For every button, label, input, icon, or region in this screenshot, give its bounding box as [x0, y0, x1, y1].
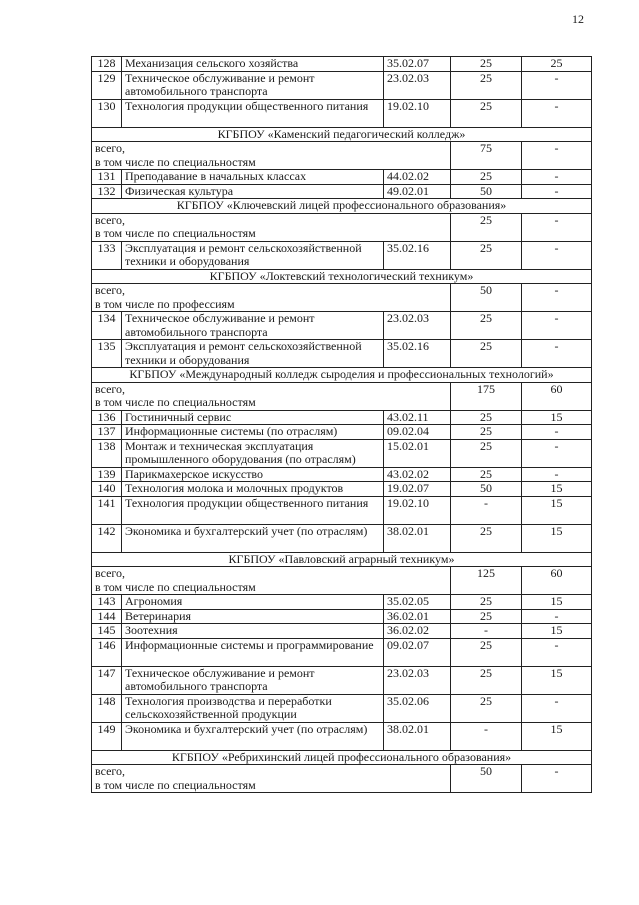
total-value-2: -: [522, 142, 592, 170]
value-1: 50: [451, 482, 522, 497]
program-code: 49.02.01: [384, 184, 451, 199]
row-number: 142: [92, 524, 122, 552]
value-1: 25: [451, 425, 522, 440]
value-1: -: [451, 624, 522, 639]
value-1: 25: [451, 467, 522, 482]
row-number: 146: [92, 638, 122, 666]
value-2: -: [522, 467, 592, 482]
total-value-1: 50: [451, 765, 522, 793]
value-1: 25: [451, 241, 522, 269]
organization-header-row: [92, 269, 592, 284]
program-code: 43.02.11: [384, 410, 451, 425]
organization-title: КГБПОУ «Международный колледж сыроделия и профессиональных технологий»: [92, 368, 592, 383]
program-code: 36.02.01: [384, 609, 451, 624]
program-code: 23.02.03: [384, 312, 451, 340]
total-value-1: 125: [451, 567, 522, 595]
page-number: 12: [572, 12, 584, 26]
row-number: 137: [92, 425, 122, 440]
value-1: 25: [451, 57, 522, 72]
row-number: 145: [92, 624, 122, 639]
program-code: 23.02.03: [384, 666, 451, 694]
program-name: Информационные системы и программирование: [122, 638, 384, 666]
value-2: 15: [522, 666, 592, 694]
row-number: 130: [92, 99, 122, 127]
table-row: [92, 638, 592, 666]
value-2: -: [522, 312, 592, 340]
table-row: [92, 340, 592, 368]
organization-title: КГБПОУ «Павловский аграрный техникум»: [92, 552, 592, 567]
table-row: [92, 71, 592, 99]
program-code: 15.02.01: [384, 439, 451, 467]
program-name: Эксплуатация и ремонт сельскохозяйственной техники и оборудования: [122, 340, 384, 368]
program-name: Экономика и бухгалтерский учет (по отраслям): [122, 722, 384, 750]
table-row: [92, 496, 592, 524]
value-1: 25: [451, 595, 522, 610]
value-2: -: [522, 184, 592, 199]
value-2: -: [522, 439, 592, 467]
program-code: 38.02.01: [384, 722, 451, 750]
total-value-1: 175: [451, 382, 522, 410]
program-name: Ветеринария: [122, 609, 384, 624]
value-1: 25: [451, 609, 522, 624]
program-code: 36.02.02: [384, 624, 451, 639]
value-2: 15: [522, 624, 592, 639]
organization-header-row: [92, 750, 592, 765]
total-label: всего, в том числе по специальностям: [92, 382, 451, 410]
value-1: 25: [451, 99, 522, 127]
total-label: всего, в том числе по специальностям: [92, 765, 451, 793]
table-row: [92, 439, 592, 467]
total-value-2: 60: [522, 382, 592, 410]
row-number: 148: [92, 694, 122, 722]
total-row: [92, 213, 592, 241]
table-row: [92, 467, 592, 482]
value-2: -: [522, 340, 592, 368]
row-number: 131: [92, 170, 122, 185]
total-label: всего, в том числе по специальностям: [92, 142, 451, 170]
row-number: 134: [92, 312, 122, 340]
table-row: [92, 170, 592, 185]
row-number: 135: [92, 340, 122, 368]
value-1: 25: [451, 170, 522, 185]
row-number: 133: [92, 241, 122, 269]
program-code: 35.02.16: [384, 241, 451, 269]
value-1: -: [451, 496, 522, 524]
total-value-2: -: [522, 765, 592, 793]
program-name: Технология продукции общественного питания: [122, 496, 384, 524]
program-code: 44.02.02: [384, 170, 451, 185]
table-row: [92, 609, 592, 624]
organization-title: КГБПОУ «Ключевский лицей профессионального образования»: [92, 199, 592, 214]
value-1: 25: [451, 439, 522, 467]
program-name: Техническое обслуживание и ремонт автомобильного транспорта: [122, 71, 384, 99]
value-2: -: [522, 71, 592, 99]
program-name: Экономика и бухгалтерский учет (по отраслям): [122, 524, 384, 552]
program-name: Физическая культура: [122, 184, 384, 199]
program-name: Технология молока и молочных продуктов: [122, 482, 384, 497]
total-value-1: 50: [451, 284, 522, 312]
value-2: -: [522, 170, 592, 185]
value-1: 25: [451, 340, 522, 368]
value-2: -: [522, 99, 592, 127]
program-name: Техническое обслуживание и ремонт автомобильного транспорта: [122, 666, 384, 694]
total-value-2: 60: [522, 567, 592, 595]
table-row: [92, 241, 592, 269]
program-name: Технология производства и переработки сельскохозяйственной продукции: [122, 694, 384, 722]
row-number: 132: [92, 184, 122, 199]
organization-title: КГБПОУ «Локтевский технологический техникум»: [92, 269, 592, 284]
table-row: [92, 666, 592, 694]
organization-header-row: [92, 127, 592, 142]
organization-title: КГБПОУ «Ребрихинский лицей профессионального образования»: [92, 750, 592, 765]
program-name: Преподавание в начальных классах: [122, 170, 384, 185]
total-row: [92, 382, 592, 410]
value-1: 25: [451, 312, 522, 340]
program-name: Эксплуатация и ремонт сельскохозяйственной техники и оборудования: [122, 241, 384, 269]
program-name: Зоотехния: [122, 624, 384, 639]
value-2: 15: [522, 524, 592, 552]
table-row: [92, 99, 592, 127]
value-1: 25: [451, 638, 522, 666]
value-1: 50: [451, 184, 522, 199]
total-value-2: -: [522, 213, 592, 241]
total-value-1: 25: [451, 213, 522, 241]
value-1: 25: [451, 666, 522, 694]
total-label: всего, в том числе по специальностям: [92, 567, 451, 595]
table-row: [92, 410, 592, 425]
program-code: 35.02.06: [384, 694, 451, 722]
row-number: 138: [92, 439, 122, 467]
program-name: Гостиничный сервис: [122, 410, 384, 425]
value-2: 15: [522, 595, 592, 610]
program-name: Монтаж и техническая эксплуатация промышленного оборудования (по отраслям): [122, 439, 384, 467]
total-label: всего, в том числе по профессиям: [92, 284, 451, 312]
row-number: 144: [92, 609, 122, 624]
program-code: 19.02.10: [384, 496, 451, 524]
table-row: [92, 595, 592, 610]
row-number: 139: [92, 467, 122, 482]
program-code: 35.02.05: [384, 595, 451, 610]
value-1: 25: [451, 524, 522, 552]
program-code: 23.02.03: [384, 71, 451, 99]
row-number: 149: [92, 722, 122, 750]
total-value-2: -: [522, 284, 592, 312]
organization-header-row: [92, 552, 592, 567]
value-1: 25: [451, 410, 522, 425]
row-number: 128: [92, 57, 122, 72]
value-2: 15: [522, 722, 592, 750]
program-name: Техническое обслуживание и ремонт автомобильного транспорта: [122, 312, 384, 340]
program-name: Парикмахерское искусство: [122, 467, 384, 482]
value-2: 15: [522, 410, 592, 425]
total-row: [92, 567, 592, 595]
table-row: [92, 425, 592, 440]
program-name: Механизация сельского хозяйства: [122, 57, 384, 72]
value-1: 25: [451, 71, 522, 99]
organization-title: КГБПОУ «Каменский педагогический колледж»: [92, 127, 592, 142]
value-2: -: [522, 694, 592, 722]
table-body: [92, 57, 592, 793]
total-row: [92, 284, 592, 312]
value-2: 15: [522, 482, 592, 497]
program-name: Технология продукции общественного питания: [122, 99, 384, 127]
table-row: [92, 312, 592, 340]
value-1: 25: [451, 694, 522, 722]
table-row: [92, 722, 592, 750]
total-value-1: 75: [451, 142, 522, 170]
total-row: [92, 765, 592, 793]
table-row: [92, 184, 592, 199]
table-row: [92, 482, 592, 497]
value-1: -: [451, 722, 522, 750]
table-row: [92, 694, 592, 722]
table-row: [92, 524, 592, 552]
program-code: 09.02.07: [384, 638, 451, 666]
table-row: [92, 624, 592, 639]
row-number: 136: [92, 410, 122, 425]
program-code: 19.02.07: [384, 482, 451, 497]
program-code: 35.02.16: [384, 340, 451, 368]
total-label: всего, в том числе по специальностям: [92, 213, 451, 241]
row-number: 147: [92, 666, 122, 694]
program-code: 09.02.04: [384, 425, 451, 440]
program-code: 19.02.10: [384, 99, 451, 127]
program-name: Информационные системы (по отраслям): [122, 425, 384, 440]
program-code: 43.02.02: [384, 467, 451, 482]
row-number: 140: [92, 482, 122, 497]
value-2: -: [522, 241, 592, 269]
organization-header-row: [92, 368, 592, 383]
value-2: -: [522, 425, 592, 440]
row-number: 143: [92, 595, 122, 610]
program-name: Агрономия: [122, 595, 384, 610]
program-code: 35.02.07: [384, 57, 451, 72]
row-number: 129: [92, 71, 122, 99]
row-number: 141: [92, 496, 122, 524]
value-2: 15: [522, 496, 592, 524]
total-row: [92, 142, 592, 170]
value-2: -: [522, 638, 592, 666]
table-row: [92, 57, 592, 72]
admission-plan-table: [91, 56, 592, 793]
value-2: -: [522, 609, 592, 624]
value-2: 25: [522, 57, 592, 72]
program-code: 38.02.01: [384, 524, 451, 552]
organization-header-row: [92, 199, 592, 214]
